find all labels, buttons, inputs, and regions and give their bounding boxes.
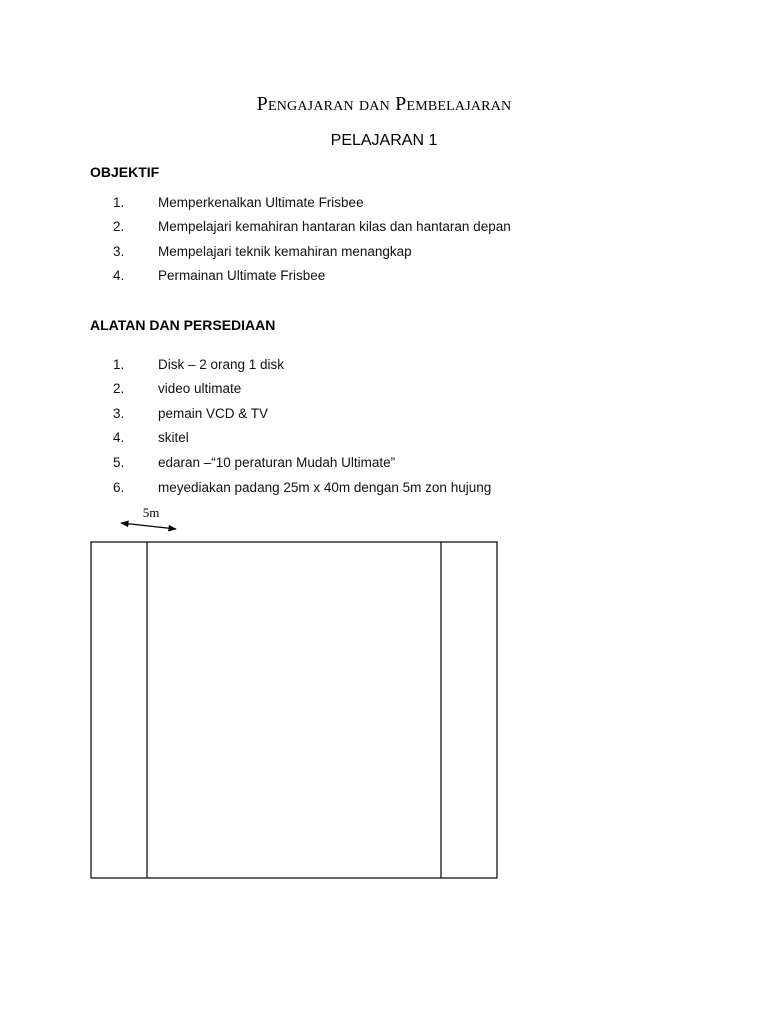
list-item-text: skitel	[158, 430, 189, 445]
list-item-number: 2.	[113, 381, 125, 396]
document-title: Pengajaran dan Pembelajaran	[256, 93, 512, 115]
list-item-text: Mempelajari kemahiran hantaran kilas dan hantaran depan	[158, 219, 511, 234]
list-item-number: 1.	[113, 195, 125, 210]
list-item-text: Disk – 2 orang 1 disk	[158, 357, 285, 372]
lesson-title: PELAJARAN 1	[330, 132, 438, 149]
list-item-text: Mempelajari teknik kemahiran menangkap	[158, 244, 412, 259]
list-item-number: 1.	[113, 357, 125, 372]
alatan-heading: ALATAN DAN PERSEDIAAN	[90, 317, 276, 333]
list-item-number: 3.	[113, 406, 125, 421]
list-item-text: Memperkenalkan Ultimate Frisbee	[158, 195, 364, 210]
list-item-text: video ultimate	[158, 381, 242, 396]
field-diagram	[0, 500, 768, 890]
list-item-text: meyediakan padang 25m x 40m dengan 5m zon hujung	[158, 480, 492, 495]
list-item-number: 3.	[113, 244, 125, 259]
list-item-number: 5.	[113, 455, 125, 470]
list-item-text: pemain VCD & TV	[158, 406, 269, 421]
list-item-text: Permainan Ultimate Frisbee	[158, 268, 326, 283]
list-item-text: edaran –“10 peraturan Mudah Ultimate”	[158, 455, 396, 470]
list-item-number: 2.	[113, 219, 125, 234]
list-item-number: 4.	[113, 430, 125, 445]
list-item-number: 6.	[113, 480, 125, 495]
objektif-heading: OBJEKTIF	[90, 164, 160, 180]
field-outline	[91, 542, 497, 878]
dimension-arrow	[121, 523, 176, 529]
dimension-label: 5m	[142, 505, 160, 520]
list-item-number: 4.	[113, 268, 125, 283]
